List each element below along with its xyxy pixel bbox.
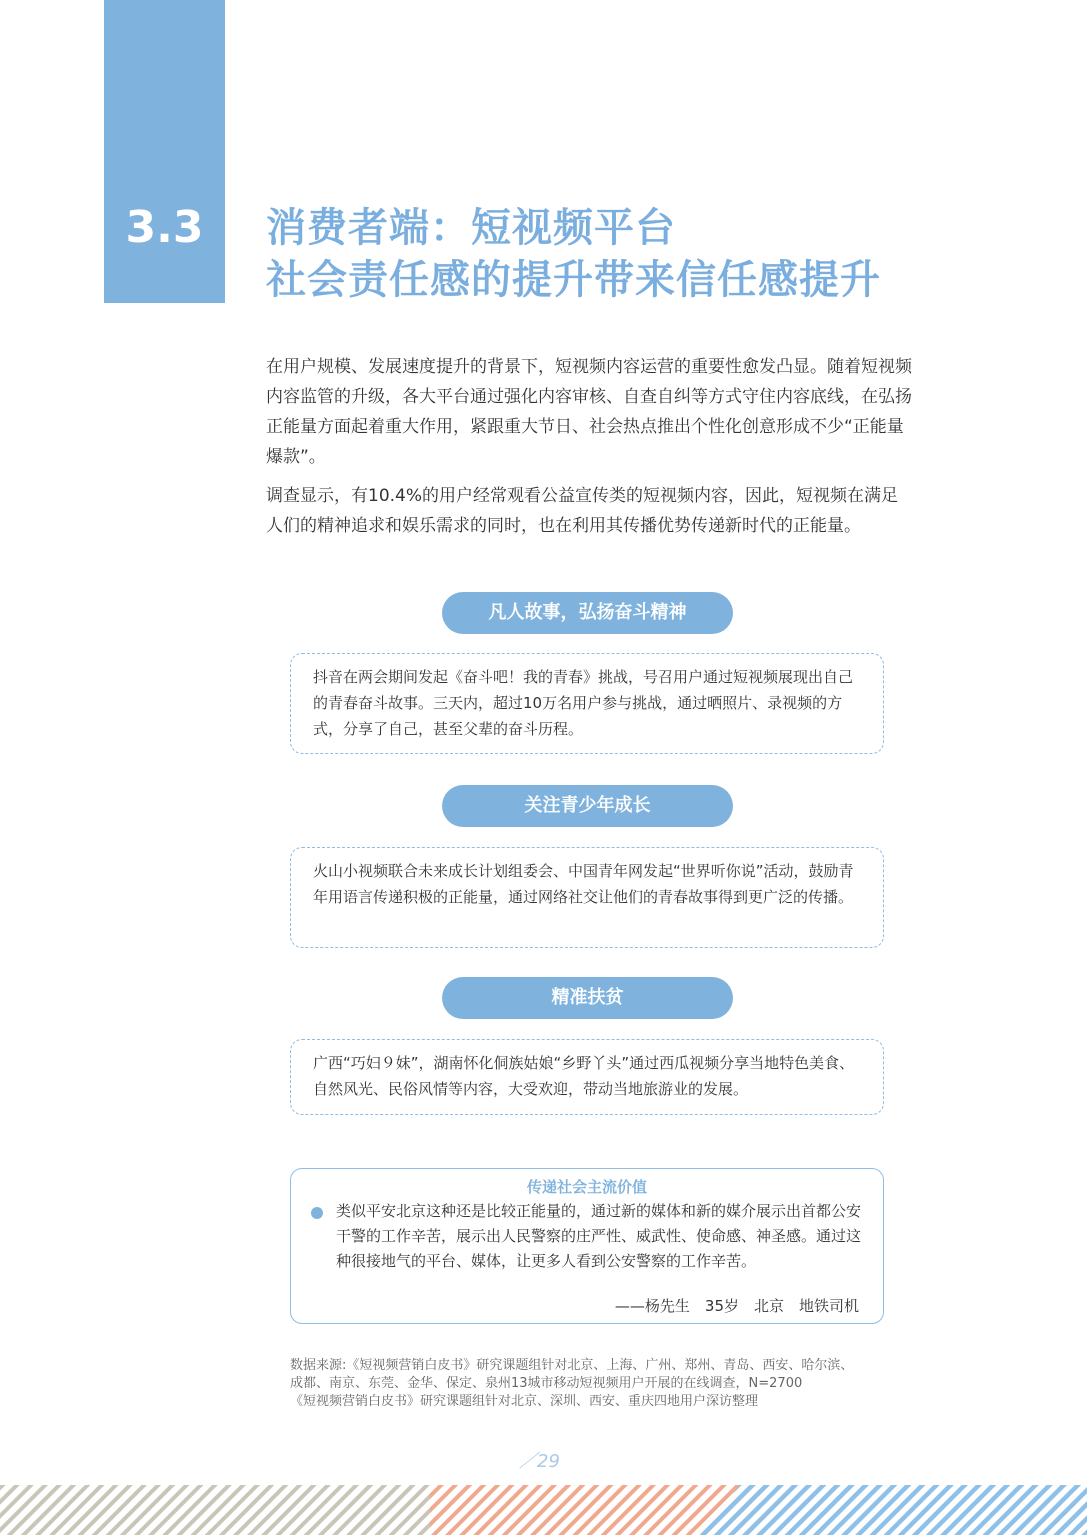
- case-box-youth: [290, 847, 884, 948]
- quote-text: 类似平安北京这种还是比较正能量的，通过新的媒体和新的媒介展示出首都公安干警的工作辛苦，展示出人民警察的庄严性、威武性、使命感、神圣感。通过这种很接地气的平台、媒体，让更多人看到公安警察的工作辛苦。: [336, 1202, 862, 1270]
- data-source-note: [290, 1357, 890, 1411]
- section-number: 3.3: [125, 202, 204, 253]
- case-box-poverty: [290, 1039, 884, 1115]
- case-text-youth: 火山小视频联合未来成长计划组委会、中国青年网发起“世界听你说”活动，鼓励青年用语言传递积极的正能量，通过网络社交让他们的青春故事得到更广泛的传播。: [313, 862, 854, 906]
- decorative-stripes-footer: [0, 1485, 1087, 1535]
- page-title-line-2: 社会责任感的提升带来信任感提升: [266, 257, 881, 303]
- page-number-value: 29: [537, 1451, 560, 1472]
- page-title-line-1: 消费者端：短视频平台: [266, 205, 676, 251]
- source-line-2: 成都、南京、东莞、金华、保定、泉州13城市移动短视频用户开展的在线调查，N=2700: [290, 1376, 803, 1391]
- bullet-dot-icon: [311, 1207, 323, 1219]
- quote-attribution: ——杨先生 35岁 北京 地铁司机: [614, 1297, 859, 1315]
- case-text-poverty: 广西“巧妇９妹”，湖南怀化侗族姑娘“乡野丫头”通过西瓜视频分享当地特色美食、自然风光、民俗风情等内容，大受欢迎，带动当地旅游业的发展。: [313, 1054, 855, 1098]
- page-title: [266, 202, 881, 306]
- intro-paragraph-1: 在用户规模、发展速度提升的背景下，短视频内容运营的重要性愈发凸显。随着短视频内容监管的升级，各大平台通过强化内容审核、自查自纠等方式守住内容底线，在弘扬正能量方面起着重大作用，紧跟重大节日、社会热点推出个性化创意形成不少“正能量爆款”。: [266, 357, 912, 467]
- source-line-3: 《短视频营销白皮书》研究课题组针对北京、深圳、西安、重庆四地用户深访整理: [290, 1394, 759, 1409]
- case-label-poverty: 精准扶贫: [442, 977, 733, 1019]
- case-text-struggle: 抖音在两会期间发起《奋斗吧！我的青春》挑战，号召用户通过短视频展现出自己的青春奋斗故事。三天内，超过10万名用户参与挑战，通过晒照片、录视频的方式，分享了自己，甚至父辈的奋斗历程。: [313, 668, 854, 738]
- page-slash-icon: ／: [519, 1451, 537, 1472]
- interview-quote-box: [290, 1168, 884, 1324]
- intro-paragraph-2: 调查显示，有10.4%的用户经常观看公益宣传类的短视频内容，因此，短视频在满足人们的精神追求和娱乐需求的同时，也在利用其传播优势传递新时代的正能量。: [266, 486, 899, 536]
- gray-stripe-band: [0, 1485, 430, 1535]
- blue-stripe-band: [700, 1485, 1087, 1535]
- case-label-struggle: 凡人故事，弘扬奋斗精神: [442, 592, 733, 634]
- quote-title: 传递社会主流价值: [526, 1178, 647, 1196]
- case-label-youth: 关注青少年成长: [442, 785, 733, 827]
- page-number: [519, 1447, 560, 1473]
- section-number-tab: [104, 0, 225, 303]
- source-line-1: 数据来源:《短视频营销白皮书》研究课题组针对北京、上海、广州、郑州、青岛、西安、哈尔滨、: [290, 1358, 854, 1373]
- case-box-struggle: [290, 653, 884, 754]
